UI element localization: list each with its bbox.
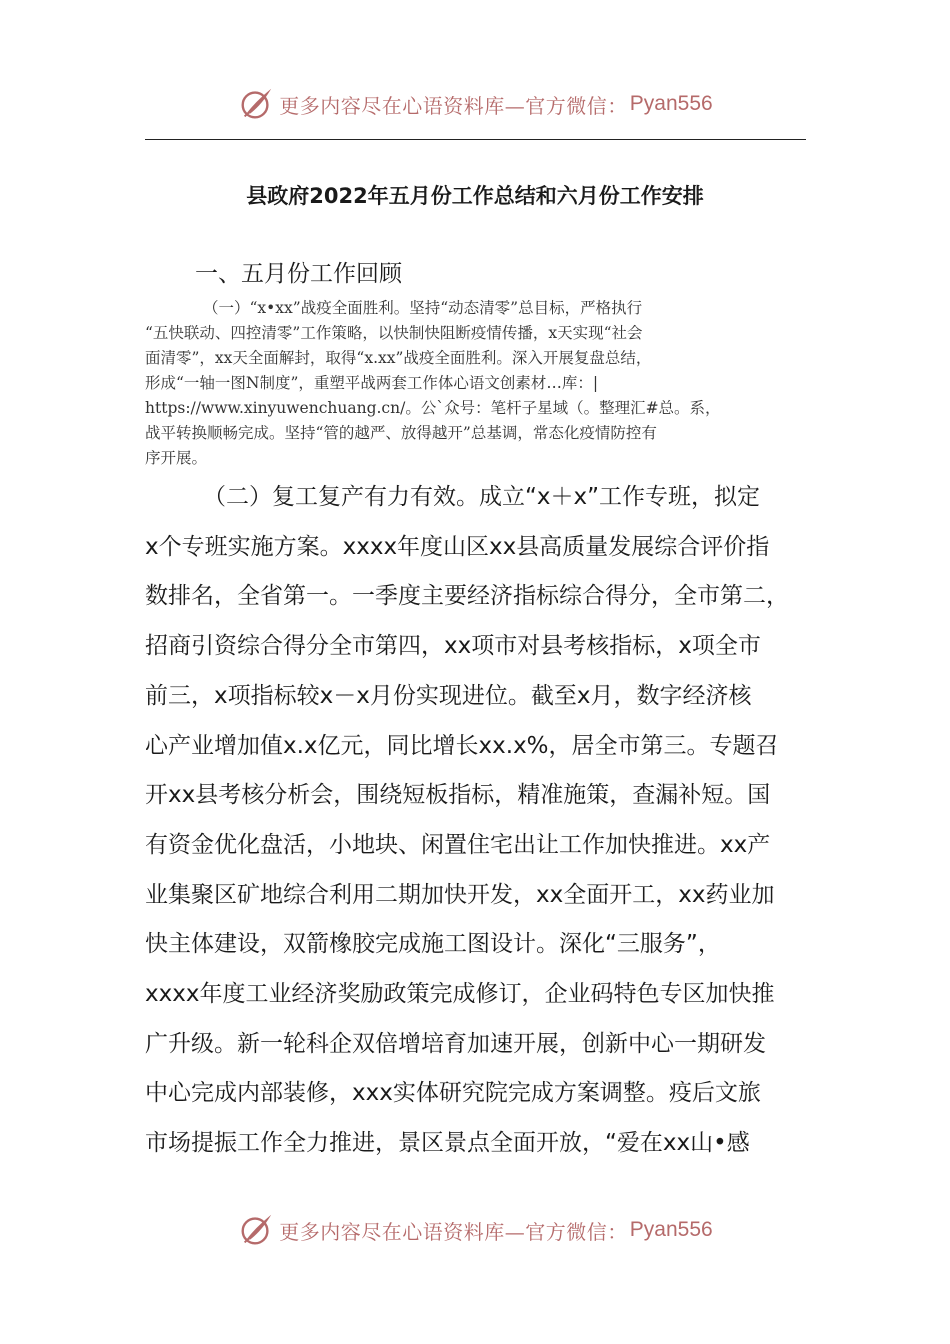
banner-handle: Pyan556	[629, 92, 713, 115]
paragraph-line: 面清零”，xx天全面解封，取得“x.xx”战疫全面胜利。深入开展复盘总结，	[145, 349, 652, 367]
paragraph-line: 形成“一轴一图N制度”，重塑平战两套工作体心语文创素材…库：|	[145, 374, 599, 392]
paragraph-line: 中心完成内部装修，xxx实体研究院完成方案调整。疫后文旅	[145, 1080, 761, 1107]
paragraph-line: （二）复工复产有力有效。成立“x＋x”工作专班，拟定	[203, 484, 761, 510]
paragraph-line: 战平转换顺畅完成。坚持“管的越严、放得越开”总基调，常态化疫情防控有	[145, 424, 657, 442]
paragraph-line: 序开展。	[145, 449, 208, 467]
footer-banner	[0, 1210, 950, 1250]
banner-handle: Pyan556	[629, 1218, 713, 1241]
paragraph-line: “五快联动、四控清零”工作策略，以快制快阻断疫情传播，x天实现“社会	[145, 324, 643, 342]
paragraph-line: 心产业增加值x.x亿元，同比增长xx.x%，居全市第三。专题召	[145, 732, 779, 759]
paragraph-main	[145, 473, 810, 1169]
paragraph-line: 有资金优化盘活，小地块、闲置住宅出让工作加快推进。xx产	[145, 831, 771, 858]
section-heading: 一、五月份工作回顾	[195, 261, 402, 287]
paragraph-line: 市场提振工作全力推进，景区景点全面开放，“爱在xx山•感	[145, 1130, 750, 1157]
banner-text: 更多内容尽在心语资料库—官方微信：	[279, 1219, 628, 1244]
paragraph-line: https://www.xinyuwenchuang.cn/。公`众号：笔杆子星域（。整理汇#总。系，	[145, 399, 721, 417]
banner-text: 更多内容尽在心语资料库—官方微信：	[279, 93, 628, 118]
header-divider	[145, 139, 806, 140]
quill-logo-icon	[237, 1211, 275, 1249]
page-title: 县政府2022年五月份工作总结和六月份工作安排	[246, 184, 704, 208]
paragraph-line: xxxx年度工业经济奖励政策完成修订，企业码特色专区加快推	[145, 981, 775, 1008]
paragraph-small	[145, 296, 810, 471]
header-banner	[0, 84, 950, 124]
paragraph-line: 数排名，全省第一。一季度主要经济指标综合得分，全市第二，	[145, 583, 789, 610]
paragraph-line: 快主体建设，双箭橡胶完成施工图设计。深化“三服务”，	[145, 931, 721, 958]
paragraph-line: 开xx县考核分析会，围绕短板指标，精准施策，查漏补短。国	[145, 782, 771, 809]
paragraph-line: 招商引资综合得分全市第四，xx项市对县考核指标，x项全市	[145, 633, 761, 660]
paragraph-line: 广升级。新一轮科企双倍增培育加速开展，创新中心一期研发	[145, 1030, 766, 1057]
quill-logo-icon	[237, 85, 275, 123]
paragraph-line: x个专班实施方案。xxxx年度山区xx县高质量发展综合评价指	[145, 533, 770, 560]
paragraph-line: 前三，x项指标较x－x月份实现进位。截至x月，数字经济核	[145, 682, 752, 709]
paragraph-line: （一）“x•xx”战疫全面胜利。坚持“动态清零”总目标，严格执行	[203, 299, 643, 317]
paragraph-line: 业集聚区矿地综合利用二期加快开发，xx全面开工，xx药业加	[145, 881, 775, 908]
